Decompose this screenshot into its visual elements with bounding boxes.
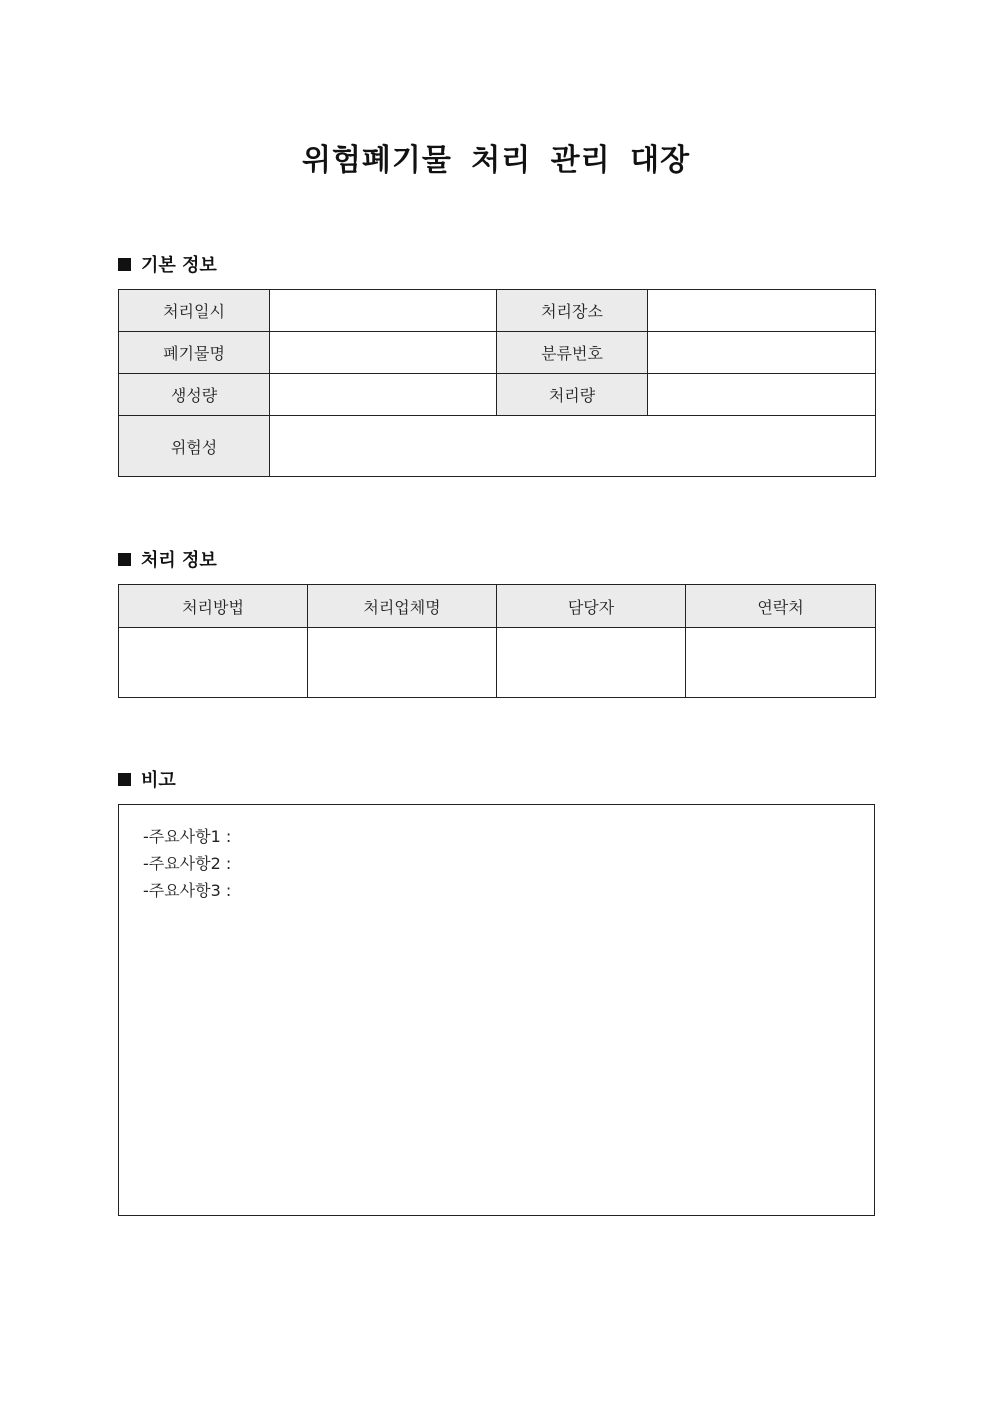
table-row xyxy=(119,416,876,477)
value-contact[interactable] xyxy=(686,628,876,698)
value-processed[interactable] xyxy=(648,374,876,416)
remarks-line-3: -주요사항3 : xyxy=(143,881,232,900)
section-heading-remarks-label: 비고 xyxy=(141,770,176,791)
label-date: 처리일시 xyxy=(119,290,270,332)
table-header-row xyxy=(119,585,876,628)
value-company[interactable] xyxy=(308,628,497,698)
section-heading-basic-label: 기본 정보 xyxy=(141,255,217,276)
table-row xyxy=(119,290,876,332)
column-header-manager: 담당자 xyxy=(497,585,686,628)
label-place: 처리장소 xyxy=(497,290,648,332)
remarks-lines xyxy=(143,823,231,904)
remarks-box[interactable] xyxy=(118,804,875,1216)
section-heading-processing xyxy=(118,546,217,572)
value-class-no[interactable] xyxy=(648,332,876,374)
table-row xyxy=(119,628,876,698)
label-class-no: 분류번호 xyxy=(497,332,648,374)
value-manager[interactable] xyxy=(497,628,686,698)
table-row xyxy=(119,374,876,416)
page-title: 위험폐기물 처리 관리 대장 xyxy=(301,143,691,178)
square-bullet-icon xyxy=(118,258,131,271)
label-waste-name: 폐기물명 xyxy=(119,332,270,374)
section-heading-basic xyxy=(118,251,217,277)
value-method[interactable] xyxy=(119,628,308,698)
label-processed: 처리량 xyxy=(497,374,648,416)
value-hazard[interactable] xyxy=(270,416,876,477)
column-header-contact: 연락처 xyxy=(686,585,876,628)
value-date[interactable] xyxy=(270,290,497,332)
remarks-line-2: -주요사항2 : xyxy=(143,854,232,873)
label-generated: 생성량 xyxy=(119,374,270,416)
basic-info-table xyxy=(118,289,876,477)
value-place[interactable] xyxy=(648,290,876,332)
value-generated[interactable] xyxy=(270,374,497,416)
column-header-method: 처리방법 xyxy=(119,585,308,628)
value-waste-name[interactable] xyxy=(270,332,497,374)
square-bullet-icon xyxy=(118,553,131,566)
processing-info-table xyxy=(118,584,876,698)
remarks-line-1: -주요사항1 : xyxy=(143,827,232,846)
square-bullet-icon xyxy=(118,773,131,786)
label-hazard: 위험성 xyxy=(119,416,270,477)
table-row xyxy=(119,332,876,374)
column-header-company: 처리업체명 xyxy=(308,585,497,628)
section-heading-processing-label: 처리 정보 xyxy=(141,550,217,571)
section-heading-remarks xyxy=(118,766,176,792)
